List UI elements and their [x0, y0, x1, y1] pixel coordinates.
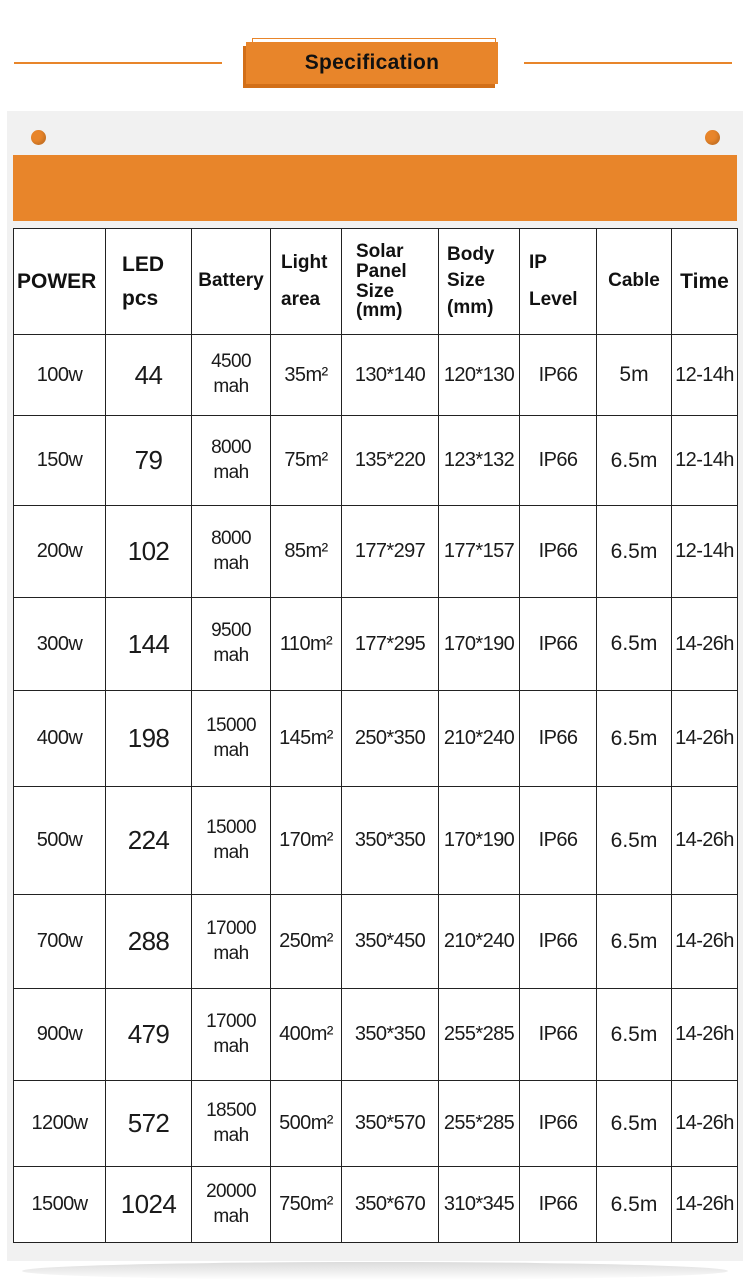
cell-solar-size: 177*297	[342, 506, 439, 598]
cell-body-size: 170*190	[439, 598, 520, 691]
cell-battery: 18500 mah	[192, 1081, 271, 1167]
cell-led: 479	[106, 989, 192, 1081]
cell-cable: 6.5m	[597, 895, 672, 989]
cell-solar-size: 177*295	[342, 598, 439, 691]
cell-solar-size: 350*670	[342, 1167, 439, 1243]
cell-body-size: 310*345	[439, 1167, 520, 1243]
cell-led: 288	[106, 895, 192, 989]
cell-body-size: 255*285	[439, 1081, 520, 1167]
cell-battery: 15000 mah	[192, 691, 271, 787]
cell-battery: 8000 mah	[192, 506, 271, 598]
cell-ip-level: IP66	[520, 1081, 597, 1167]
cell-light-area: 145m²	[271, 691, 342, 787]
cell-body-size: 210*240	[439, 691, 520, 787]
cell-time: 14-26h	[672, 787, 738, 895]
cell-light-area: 750m²	[271, 1167, 342, 1243]
cell-solar-size: 135*220	[342, 416, 439, 506]
table-header-row	[14, 229, 738, 335]
page-title: Specification	[246, 42, 498, 84]
header-time: Time	[672, 229, 738, 335]
table-row	[14, 787, 738, 895]
cell-led: 102	[106, 506, 192, 598]
cell-light-area: 75m²	[271, 416, 342, 506]
cell-cable: 6.5m	[597, 1081, 672, 1167]
cell-body-size: 170*190	[439, 787, 520, 895]
cell-time: 12-14h	[672, 335, 738, 416]
cell-cable: 6.5m	[597, 691, 672, 787]
cell-cable: 6.5m	[597, 787, 672, 895]
cell-cable: 6.5m	[597, 506, 672, 598]
cell-led: 1024	[106, 1167, 192, 1243]
cell-light-area: 35m²	[271, 335, 342, 416]
cell-body-size: 123*132	[439, 416, 520, 506]
cell-battery: 4500 mah	[192, 335, 271, 416]
cell-time: 14-26h	[672, 598, 738, 691]
cell-power: 200w	[14, 506, 106, 598]
cell-power: 1200w	[14, 1081, 106, 1167]
header-solar-panel: Solar Panel Size (mm)	[342, 229, 439, 335]
cell-time: 12-14h	[672, 416, 738, 506]
table-row	[14, 335, 738, 416]
cell-ip-level: IP66	[520, 598, 597, 691]
cell-light-area: 400m²	[271, 989, 342, 1081]
cell-battery: 9500 mah	[192, 598, 271, 691]
pin-dot-right	[705, 130, 720, 145]
cell-ip-level: IP66	[520, 416, 597, 506]
cell-ip-level: IP66	[520, 506, 597, 598]
cell-battery: 15000 mah	[192, 787, 271, 895]
cell-battery: 17000 mah	[192, 895, 271, 989]
pin-dot-left	[31, 130, 46, 145]
orange-banner	[13, 155, 737, 221]
cell-power: 900w	[14, 989, 106, 1081]
table-row	[14, 691, 738, 787]
cell-power: 100w	[14, 335, 106, 416]
cell-body-size: 255*285	[439, 989, 520, 1081]
header-divider-right	[524, 62, 732, 64]
cell-led: 144	[106, 598, 192, 691]
cell-ip-level: IP66	[520, 691, 597, 787]
cell-time: 14-26h	[672, 691, 738, 787]
cell-light-area: 85m²	[271, 506, 342, 598]
cell-solar-size: 250*350	[342, 691, 439, 787]
panel-shadow	[22, 1262, 728, 1280]
cell-cable: 6.5m	[597, 1167, 672, 1243]
cell-solar-size: 350*350	[342, 787, 439, 895]
cell-body-size: 177*157	[439, 506, 520, 598]
table-row	[14, 1081, 738, 1167]
header-ip-level: IP Level	[520, 229, 597, 335]
header-battery: Battery	[192, 229, 271, 335]
cell-ip-level: IP66	[520, 787, 597, 895]
table-row	[14, 895, 738, 989]
cell-ip-level: IP66	[520, 335, 597, 416]
cell-power: 300w	[14, 598, 106, 691]
cell-light-area: 170m²	[271, 787, 342, 895]
cell-ip-level: IP66	[520, 895, 597, 989]
cell-cable: 6.5m	[597, 989, 672, 1081]
cell-cable: 5m	[597, 335, 672, 416]
cell-body-size: 120*130	[439, 335, 520, 416]
header-cable: Cable	[597, 229, 672, 335]
header-led: LED pcs	[106, 229, 192, 335]
cell-led: 224	[106, 787, 192, 895]
cell-time: 14-26h	[672, 1167, 738, 1243]
cell-led: 198	[106, 691, 192, 787]
table-row	[14, 598, 738, 691]
header-divider-left	[14, 62, 222, 64]
header-light-area: Light area	[271, 229, 342, 335]
cell-solar-size: 350*570	[342, 1081, 439, 1167]
cell-battery: 20000 mah	[192, 1167, 271, 1243]
cell-power: 400w	[14, 691, 106, 787]
cell-light-area: 250m²	[271, 895, 342, 989]
table-row	[14, 506, 738, 598]
cell-led: 79	[106, 416, 192, 506]
cell-led: 572	[106, 1081, 192, 1167]
cell-ip-level: IP66	[520, 989, 597, 1081]
cell-time: 14-26h	[672, 895, 738, 989]
header-body-size: Body Size (mm)	[439, 229, 520, 335]
cell-cable: 6.5m	[597, 598, 672, 691]
cell-light-area: 500m²	[271, 1081, 342, 1167]
cell-battery: 8000 mah	[192, 416, 271, 506]
cell-ip-level: IP66	[520, 1167, 597, 1243]
cell-cable: 6.5m	[597, 416, 672, 506]
cell-time: 14-26h	[672, 1081, 738, 1167]
cell-power: 1500w	[14, 1167, 106, 1243]
cell-solar-size: 350*350	[342, 989, 439, 1081]
cell-power: 700w	[14, 895, 106, 989]
cell-battery: 17000 mah	[192, 989, 271, 1081]
cell-body-size: 210*240	[439, 895, 520, 989]
table-row	[14, 1167, 738, 1243]
cell-light-area: 110m²	[271, 598, 342, 691]
cell-time: 12-14h	[672, 506, 738, 598]
header-power: POWER	[14, 229, 106, 335]
cell-solar-size: 350*450	[342, 895, 439, 989]
cell-power: 150w	[14, 416, 106, 506]
cell-led: 44	[106, 335, 192, 416]
cell-power: 500w	[14, 787, 106, 895]
table-row	[14, 989, 738, 1081]
table-row	[14, 416, 738, 506]
cell-time: 14-26h	[672, 989, 738, 1081]
spec-table	[13, 228, 738, 1243]
cell-solar-size: 130*140	[342, 335, 439, 416]
